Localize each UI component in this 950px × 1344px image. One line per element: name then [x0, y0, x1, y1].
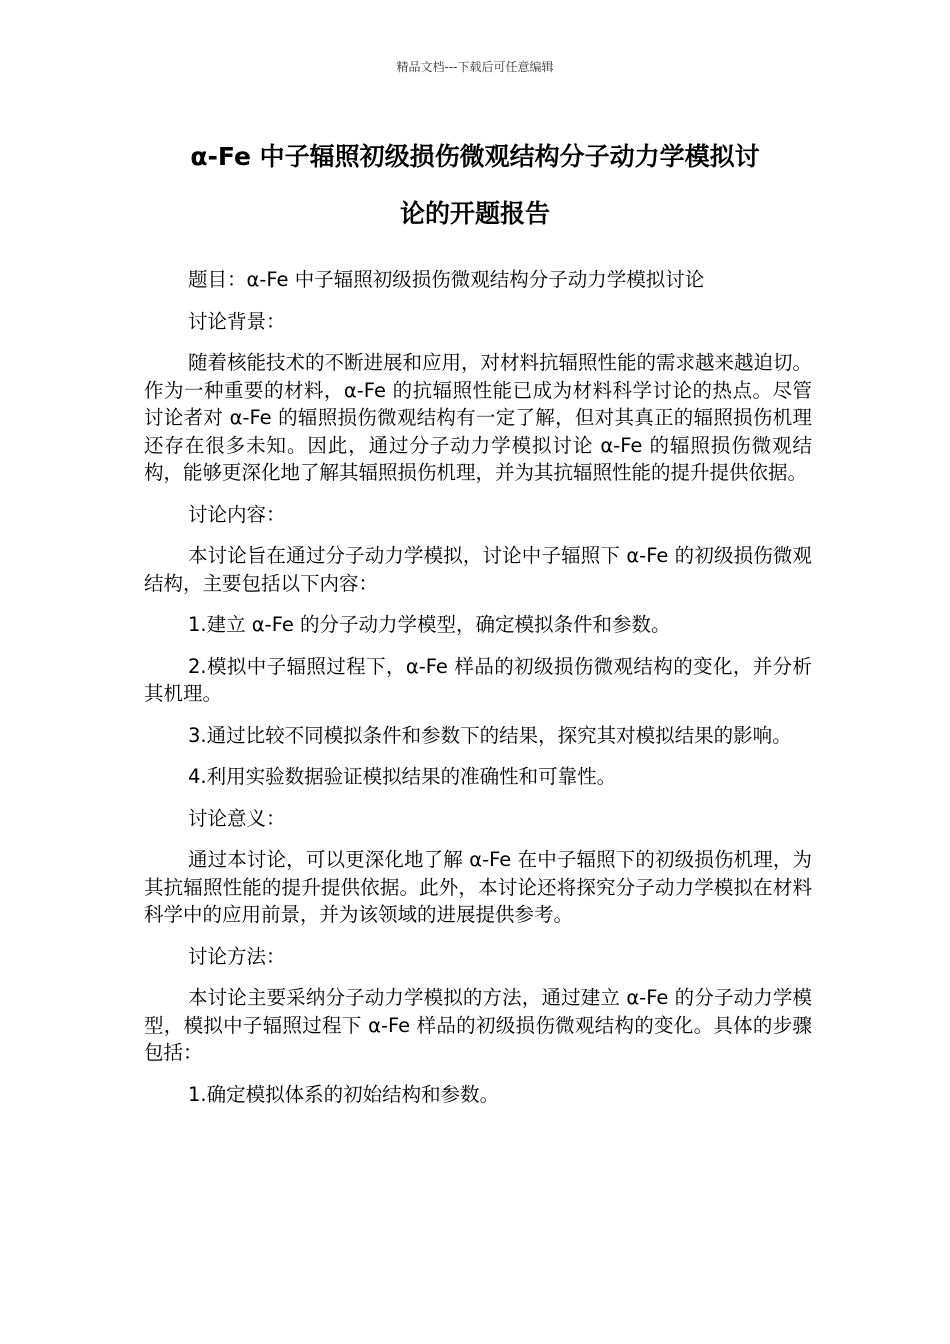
section-heading-background: 讨论背景： — [188, 309, 286, 333]
content-item-1: 1.建立 α-Fe 的分子动力学模型，确定模拟条件和参数。 — [188, 613, 671, 636]
content-item-2: 2.模拟中子辐照过程下，α-Fe 样品的初级损伤微观结构的变化，并分析其机理。 — [144, 654, 812, 705]
page-header-note: 精品文档---下载后可任意编辑 — [396, 60, 554, 74]
method-step-1: 1.确定模拟体系的初始结构和参数。 — [188, 1082, 500, 1106]
document-title — [130, 128, 820, 242]
document-title-line-2: 论的开题报告 — [399, 199, 550, 228]
method-paragraph: 本讨论主要采纳分子动力学模拟的方法，通过建立 α-Fe 的分子动力学模型，模拟中子辐照过程下 α-Fe 样品的初级损伤微观结构的变化。具体的步骤包括： — [144, 986, 812, 1064]
section-heading-method: 讨论方法： — [188, 944, 286, 968]
section-heading-content: 讨论内容： — [188, 502, 286, 526]
significance-paragraph: 通过本讨论，可以更深化地了解 α-Fe 在中子辐照下的初级损伤机理，为其抗辐照性能的提升提供依据。此外，本讨论还将探究分子动力学模拟在材料科学中的应用前景，并为该领域的进展提供参考。 — [144, 848, 812, 926]
content-intro-paragraph: 本讨论旨在通过分子动力学模拟，讨论中子辐照下 α-Fe 的初级损伤微观结构，主要包括以下内容： — [144, 544, 812, 595]
document-body — [144, 266, 812, 1122]
content-item-3: 3.通过比较不同模拟条件和参数下的结果，探究其对模拟结果的影响。 — [188, 723, 792, 747]
document-title-line-1: α-Fe 中子辐照初级损伤微观结构分子动力学模拟讨 — [190, 142, 760, 171]
section-heading-significance: 讨论意义： — [188, 806, 286, 830]
content-item-4: 4.利用实验数据验证模拟结果的准确性和可靠性。 — [188, 765, 617, 788]
background-paragraph: 随着核能技术的不断进展和应用，对材料抗辐照性能的需求越来越迫切。作为一种重要的材料，α-Fe 的抗辐照性能已成为材料科学讨论的热点。尽管讨论者对 α-Fe 的辐照损伤微观结构有一定了解，但对其真正的辐照损伤机理还存在很多未知。因此，通过分子动力学模拟讨论 α-Fe 的辐照损伤微观结构，能够更深化地了解其辐照损伤机理，并为其抗辐照性能的提升提供依据。 — [144, 351, 813, 484]
topic-line: 题目：α-Fe 中子辐照初级损伤微观结构分子动力学模拟讨论 — [188, 268, 705, 291]
